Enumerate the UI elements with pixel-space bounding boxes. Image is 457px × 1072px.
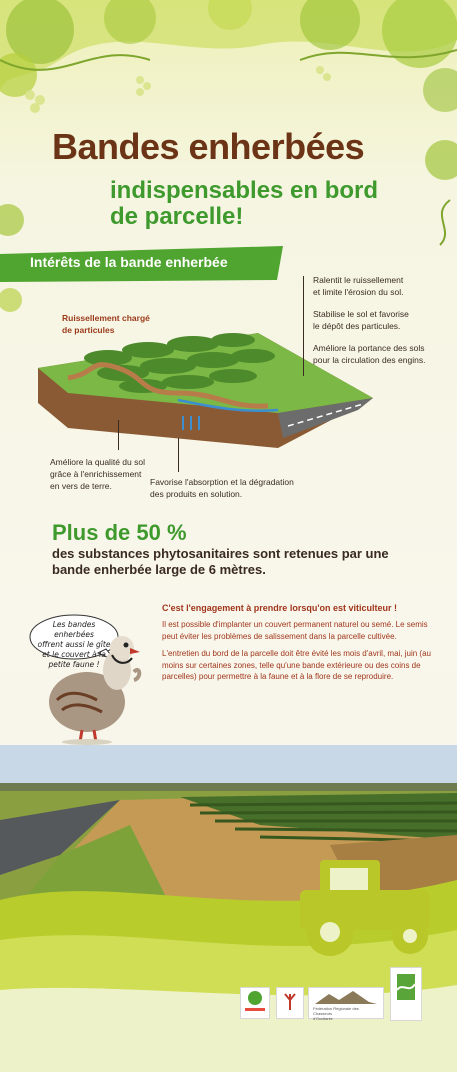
vine-leaves-decoration [0,0,457,130]
federation-logo-line2: d'Occitanie [313,1016,333,1021]
vine-tendril-right [420,120,457,250]
benefit-runoff [313,274,403,298]
partner-logos [240,985,440,1025]
federation-logo-text [313,1006,379,1021]
agrifaune-logo-mark [391,968,421,1020]
partridge-mascot-illustration [42,630,152,745]
page-title: Bandes enherbées [52,126,365,167]
benefit-absorption-line1: Favorise l'absorption et la dégradation [150,477,294,487]
runoff-label-line2: de particules [62,325,115,335]
subtitle-line1: indispensables en bord [110,177,379,204]
benefit-soil-line2: grâce à l'enrichissement [50,469,142,479]
stat-description [52,546,397,578]
logo-region-occitanie [240,987,270,1019]
leader-line-absorption [178,438,179,472]
benefit-stabilize [313,308,409,332]
leader-line-soil [118,420,119,450]
benefit-bearing-line2: pour la circulation des engins. [313,355,426,365]
bubble-line3: et le couvert à la [42,650,106,659]
benefit-runoff-line2: et limite l'érosion du sol. [313,287,404,297]
bottom-decoration [0,860,457,1072]
benefit-soil-line3: en vers de terre. [50,481,112,491]
bubble-line1: Les bandes enherbées [52,620,96,639]
runoff-label-line1: Ruissellement chargé [62,313,150,323]
leader-line-right [303,276,304,376]
benefit-bearing [313,342,425,366]
benefit-soil-line1: Améliore la qualité du sol [50,457,145,467]
stat-headline: Plus de 50 % [52,520,187,545]
logo-hunting-deer [276,987,304,1019]
stat-line1: des substances phytosanitaires sont retenues par une [52,546,389,561]
benefit-absorption-line2: des produits en solution. [150,489,243,499]
benefit-stabilize-line1: Stabilise le sol et favorise [313,309,409,319]
benefit-stabilize-line2: le dépôt des particules. [313,321,401,331]
page-subtitle [110,178,410,230]
section-banner-label: Intérêts de la bande enherbée [30,254,228,270]
subtitle-line2: de parcelle! [110,203,244,230]
runoff-label [62,312,150,336]
federation-logo-mark [309,988,383,1006]
benefit-runoff-line1: Ralentit le ruissellement [313,275,404,285]
benefit-bearing-line1: Améliore la portance des sols [313,343,425,353]
deer-logo-mark [277,988,303,1018]
logo-agrifaune [390,967,422,1021]
engagement-paragraph-2: L'entretien du bord de la parcelle doit être évité les mois d'avril, mai, juin (au moins sur certaines zones, telle qu'une bande extérieure ou des coins de parcelles) pour permettre à la faune et à la flore de se reproduire. [162,649,431,681]
engagement-title: C'est l'engagement à prendre lorsqu'on est viticulteur ! [162,603,397,613]
engagement-paragraph-1: Il est possible d'implanter un couvert permanent naturel ou semé. Le semis peut éviter les problèmes de salissement dans la parcelle cultivée. [162,620,428,641]
region-logo-mark [241,988,269,1018]
stat-line2: bande enherbée large de 6 mètres. [52,562,266,577]
benefit-absorption [150,476,294,500]
benefit-soil-quality [50,456,145,492]
bubble-line2: offrent aussi le gîte [37,640,111,649]
bubble-line4: petite faune ! [48,660,100,669]
logo-federation-chasseurs [308,987,384,1019]
federation-logo-line1: Fédération Régionale des Chasseurs [313,1006,359,1016]
